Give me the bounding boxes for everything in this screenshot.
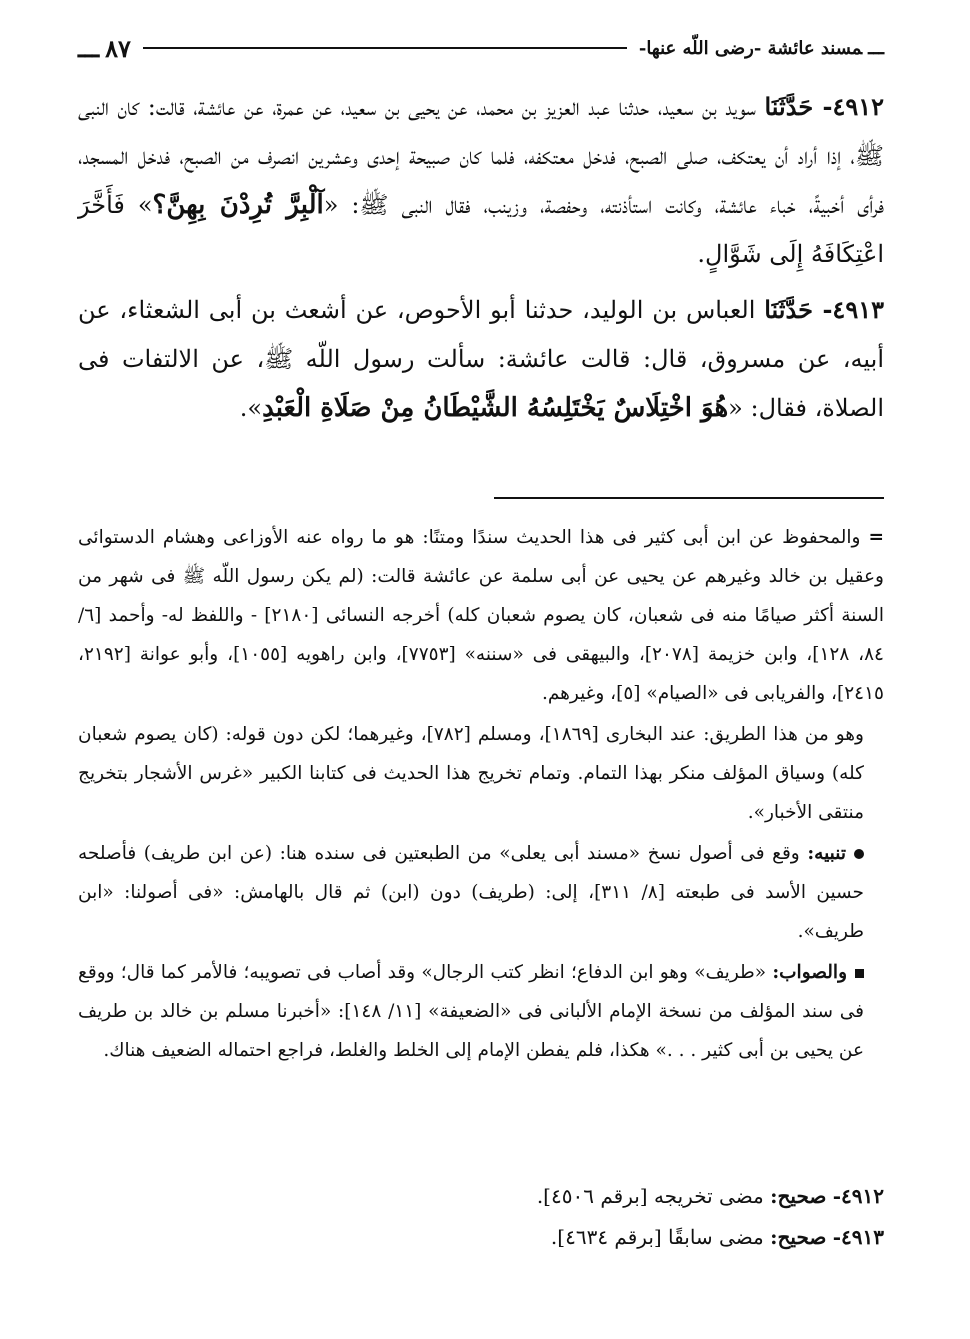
footnote-paragraph: وهو من هذا الطريق: عند البخارى [١٨٦٩]، ومسلم [٧٨٢]، وغيرهما؛ لكن دون قوله: (كان يصوم شعبان كله) وسياق المؤلف منكر بهذا التمام. وتمام تخريج هذا الحديث فى كتابنا الكبير «غرس الأشجار بتخريج منتقى الأخبار». (78, 724, 864, 823)
hadith-tail: » فَأَخَّرَ اعْتِكَافَهُ إِلَى شَوَّالٍ. (78, 191, 884, 268)
bullet-square-icon (855, 969, 864, 978)
hadith-body: العباس بن الوليد، حدثنا أبو الأحوص، عن أشعث بن أبى الشعثاء، عن أبيه، عن مسروق، قال: قالت عائشة: سألت رسول اللّه ﷺ، عن الالتفات فى الصلاة، فقال: « (78, 296, 884, 422)
hadith-4912: ٤٩١٢- حَدَّثَنَا سويد بن سعيد، حدثنا عبد العزيز بن محمد، عن يحيى بن سعيد، عن عمرة، عن عائشة، قالت: كان النبى ﷺ، إذا أراد أن يعتكف، صلى الصبح، فدخل معتكفه، فلما كان صبيحة إحدى وعشرين انصرف من الصبح، فدخل المسجد، فرأى أخبيةً، خباء عائشة، وكانت استأذنته، وحفصة، وزينب، فقال النبى ﷺ: «آلْبِرَّ تُرِدْنَ بِهِنَّ؟» فَأَخَّرَ اعْتِكَافَهُ إِلَى شَوَّالٍ. (78, 92, 884, 268)
header-rule (143, 47, 627, 49)
grade-4912: ٤٩١٢- صحيح: مضى تخريجه [برقم ٤٥٠٦]. (536, 1184, 884, 1208)
prophet-words: هُوَ اخْتِلَاسٌ يَخْتَلِسُهُ الشَّيْطَانُ مِنْ صَلَاةِ الْعَبْدِ (262, 393, 729, 423)
main-text (78, 82, 884, 439)
hadith-number: ٤٩١٢ (832, 92, 884, 121)
grade-4913: ٤٩١٣- صحيح: مضى سابقًا [برقم ٤٦٣٤]. (550, 1225, 884, 1249)
hadith-4913: ٤٩١٣- حَدَّثَنَا العباس بن الوليد، حدثنا أبو الأحوص، عن أشعث بن أبى الشعثاء، عن أبيه، عن مسروق، قال: قالت عائشة: سألت رسول اللّه ﷺ، عن الالتفات فى الصلاة، فقال: «هُوَ اخْتِلَاسٌ يَخْتَلِسُهُ الشَّيْطَانُ مِنْ صَلَاةِ الْعَبْدِ». (78, 295, 884, 423)
hadith-body: سويد بن سعيد، حدثنا عبد العزيز بن محمد، عن يحيى بن سعيد، عن عمرة، عن عائشة، قالت: كان النبى ﷺ، إذا أراد أن يعتكف، صلى الصبح، فدخل معتكفه، فلما كان صبيحة إحدى وعشرين انصرف من الصبح، فدخل المسجد، فرأى أخبيةً، خباء عائشة، وكانت استأذنته، وحفصة، وزينب، فقال النبى ﷺ: « (78, 93, 884, 219)
sawab-label: والصواب: (772, 962, 848, 983)
page-number: ٨٧ـــ (78, 33, 131, 63)
footnotes (78, 518, 884, 1072)
hadith-tail: ». (239, 394, 263, 422)
bullet-circle-icon (854, 849, 864, 859)
footnote-paragraph: =والمحفوظ عن ابن أبى كثير فى هذا الحديث سندًا ومتنًا: هو ما رواه عنه الأوزاعى وهشام الدستوائى وعقيل بن خالد وغيرهم عن يحيى عن أبى سلمة عن عائشة قالت: (لم يكن رسول اللّه ﷺ فى شهر من السنة أكثر صيامًا منه فى شعبان، كان يصوم شعبان كله) أخرجه النسائى [٢١٨٠] - واللفظ له- وأحمد [٦/ ٨٤، ١٢٨]، وابن خزيمة [٢٠٧٨]، والبيهقى فى «سننه» [٧٧٥٣]، وابن راهويه [١٠٥٥]، وأبو عوانة [٢١٩٢، ٢٤١٥]، والفريابى فى «الصيام» [٥]، وغيرهم. (78, 518, 884, 713)
hadith-number: ٤٩١٣ (832, 295, 884, 324)
continuation-marker: = (868, 527, 884, 548)
tanbih-label: تنبيه: (807, 843, 846, 864)
haddathana: حَدَّثَنَا (764, 295, 813, 324)
running-title: ـــمسند عائشة -رضى اللّه عنها- (638, 37, 884, 59)
prophet-words: آلْبِرَّ تُرِدْنَ بِهِنَّ؟ (152, 190, 324, 220)
tanbih-note: تنبيه: وقع فى أصول نسخ «مسند أبى يعلى» من الطبعتين فى سنده هنا: (عن ابن طريف) فأصلحه حسين الأسد فى طبعته [٨/ ٣١١]، إلى: (طريف) دون (ابن) ثم قال بالهامش: «فى أصولنا: «ابن طريف». (78, 843, 864, 942)
hadith-grades (78, 1176, 884, 1258)
footnote-separator (494, 497, 884, 499)
sawab-note: والصواب: «طريف» وهو ابن الدفاع؛ انظر كتب الرجال» وقد أصاب فى تصويبه؛ فالأمر كما قال؛ ووقع فى سند المؤلف من نسخة الإمام الألبانى فى «الضعيفة» [١١/ ١٤٨]: «أخبرنا مسلم بن خالد بن طريف عن يحيى بن أبى كثير . . .» هكذا، فلم يفطن الإمام إلى الخلط والغلط، فراجع احتماله الضعيف هناك. (78, 962, 864, 1061)
running-header (78, 30, 884, 66)
haddathana: حَدَّثَنَا (764, 92, 814, 121)
